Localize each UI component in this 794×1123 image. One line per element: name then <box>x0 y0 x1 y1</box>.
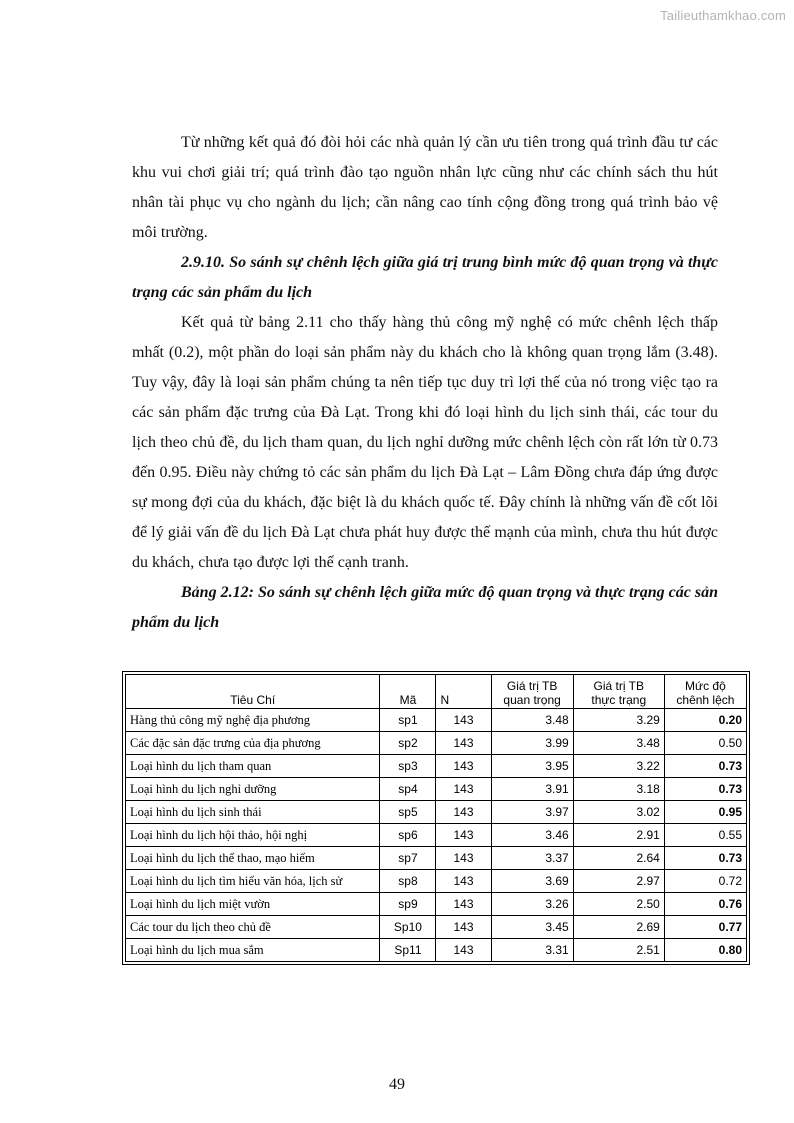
cell-criteria: Loại hình du lịch thể thao, mạo hiểm <box>126 847 380 870</box>
cell-criteria: Các đặc sản đặc trưng của địa phương <box>126 732 380 755</box>
cell-importance: 3.95 <box>491 755 573 778</box>
cell-code: sp4 <box>380 778 436 801</box>
cell-status: 2.97 <box>573 870 664 893</box>
cell-importance: 3.99 <box>491 732 573 755</box>
cell-n: 143 <box>436 939 491 962</box>
cell-criteria: Loại hình du lịch tham quan <box>126 755 380 778</box>
paragraph-analysis: Kết quả từ bảng 2.11 cho thấy hàng thủ công mỹ nghệ có mức chênh lệch thấp mhất (0.2), một phần do loại sản phẩm này du khách cho là không quan trọng lắm (3.48). Tuy vậy, đây là loại sản phẩm chúng ta nên tiếp tục duy trì lợi thế của nó trong việc tạo ra các sản phẩm đặc trưng của Đà Lạt. Trong khi đó loại hình du lịch sinh thái, các tour du lịch theo chủ đề, du lịch tham quan, du lịch nghỉ dưỡng mức chênh lệch còn rất lớn từ 0.73 đến 0.95. Điều này chứng tỏ các sản phẩm du lịch Đà Lạt – Lâm Đồng chưa đáp ứng được sự mong đợi của du khách, đặc biệt là du khách quốc tế. Đây chính là những vấn đề cốt lõi để lý giải vấn đề du lịch Đà Lạt chưa phát huy được thế mạnh của mình, chưa thu hút được du khách, chưa tạo được lợi thế cạnh tranh. <box>132 314 718 571</box>
cell-status: 3.48 <box>573 732 664 755</box>
table-row <box>126 755 747 778</box>
cell-diff: 0.73 <box>664 847 746 870</box>
cell-status: 3.29 <box>573 709 664 732</box>
header-status-line2: thực trạng <box>591 693 647 707</box>
cell-diff: 0.72 <box>664 870 746 893</box>
cell-code: sp2 <box>380 732 436 755</box>
table-row <box>126 778 747 801</box>
cell-status: 3.18 <box>573 778 664 801</box>
cell-status: 3.22 <box>573 755 664 778</box>
cell-criteria: Loại hình du lịch nghỉ dưỡng <box>126 778 380 801</box>
cell-importance: 3.69 <box>491 870 573 893</box>
cell-code: sp9 <box>380 893 436 916</box>
cell-code: sp6 <box>380 824 436 847</box>
table-row <box>126 801 747 824</box>
cell-code: sp3 <box>380 755 436 778</box>
header-criteria: Tiêu Chí <box>126 675 380 709</box>
table-header-row <box>126 675 747 709</box>
table-caption: Bảng 2.12: So sánh sự chênh lệch giữa mức độ quan trọng và thực trạng các sản phẩm du lịch <box>132 584 718 631</box>
cell-status: 2.69 <box>573 916 664 939</box>
header-importance-line2: quan trọng <box>503 693 561 707</box>
cell-n: 143 <box>436 755 491 778</box>
cell-status: 2.51 <box>573 939 664 962</box>
header-importance-line1: Giá trị TB <box>506 679 558 693</box>
cell-criteria: Loại hình du lịch hội thảo, hội nghị <box>126 824 380 847</box>
cell-criteria: Loại hình du lịch mua sắm <box>126 939 380 962</box>
cell-importance: 3.97 <box>491 801 573 824</box>
header-diff-line2: chênh lệch <box>676 693 735 707</box>
cell-n: 143 <box>436 847 491 870</box>
cell-criteria: Loại hình du lịch miệt vườn <box>126 893 380 916</box>
table-row <box>126 916 747 939</box>
cell-diff: 0.73 <box>664 778 746 801</box>
cell-importance: 3.31 <box>491 939 573 962</box>
cell-diff: 0.95 <box>664 801 746 824</box>
cell-criteria: Hàng thủ công mỹ nghệ địa phương <box>126 709 380 732</box>
cell-importance: 3.91 <box>491 778 573 801</box>
section-heading: 2.9.10. So sánh sự chênh lệch giữa giá trị trung bình mức độ quan trọng và thực trạng các sản phẩm du lịch <box>132 254 718 301</box>
table-row <box>126 709 747 732</box>
table-body <box>126 709 747 962</box>
cell-criteria: Loại hình du lịch tìm hiểu văn hóa, lịch sử <box>126 870 380 893</box>
header-code: Mã <box>380 675 436 709</box>
header-status-line1: Giá trị TB <box>593 679 644 693</box>
cell-n: 143 <box>436 732 491 755</box>
cell-status: 2.91 <box>573 824 664 847</box>
cell-importance: 3.37 <box>491 847 573 870</box>
cell-diff: 0.76 <box>664 893 746 916</box>
cell-status: 3.02 <box>573 801 664 824</box>
comparison-table-frame <box>122 671 750 965</box>
cell-code: Sp10 <box>380 916 436 939</box>
cell-importance: 3.48 <box>491 709 573 732</box>
table-row <box>126 824 747 847</box>
document-body <box>132 128 718 638</box>
cell-diff: 0.55 <box>664 824 746 847</box>
header-diff <box>664 675 746 709</box>
cell-n: 143 <box>436 824 491 847</box>
cell-diff: 0.20 <box>664 709 746 732</box>
table-row <box>126 732 747 755</box>
cell-status: 2.50 <box>573 893 664 916</box>
cell-n: 143 <box>436 916 491 939</box>
comparison-table <box>125 674 747 962</box>
table-row <box>126 847 747 870</box>
cell-n: 143 <box>436 801 491 824</box>
cell-importance: 3.46 <box>491 824 573 847</box>
cell-n: 143 <box>436 870 491 893</box>
cell-diff: 0.80 <box>664 939 746 962</box>
table-row <box>126 939 747 962</box>
cell-code: sp5 <box>380 801 436 824</box>
cell-diff: 0.50 <box>664 732 746 755</box>
table-row <box>126 893 747 916</box>
cell-code: sp1 <box>380 709 436 732</box>
cell-diff: 0.77 <box>664 916 746 939</box>
header-diff-line1: Mức độ <box>685 679 726 693</box>
table-row <box>126 870 747 893</box>
cell-importance: 3.26 <box>491 893 573 916</box>
page-number: 49 <box>389 1076 405 1093</box>
paragraph-conclusion: Từ những kết quả đó đòi hỏi các nhà quản lý cần ưu tiên trong quá trình đầu tư các khu vui chơi giải trí; quá trình đào tạo nguồn nhân lực cũng như các chính sách thu hút nhân tài phục vụ cho ngành du lịch; cần nâng cao tính cộng đồng trong quá trình bảo vệ môi trường. <box>132 134 718 241</box>
cell-status: 2.64 <box>573 847 664 870</box>
cell-criteria: Các tour du lịch theo chủ đề <box>126 916 380 939</box>
header-status <box>573 675 664 709</box>
cell-n: 143 <box>436 893 491 916</box>
header-n: N <box>436 675 491 709</box>
cell-criteria: Loại hình du lịch sinh thái <box>126 801 380 824</box>
cell-code: sp8 <box>380 870 436 893</box>
cell-code: sp7 <box>380 847 436 870</box>
watermark: Tailieuthamkhao.com <box>660 8 786 23</box>
cell-n: 143 <box>436 709 491 732</box>
cell-code: Sp11 <box>380 939 436 962</box>
cell-importance: 3.45 <box>491 916 573 939</box>
cell-n: 143 <box>436 778 491 801</box>
cell-diff: 0.73 <box>664 755 746 778</box>
header-importance <box>491 675 573 709</box>
